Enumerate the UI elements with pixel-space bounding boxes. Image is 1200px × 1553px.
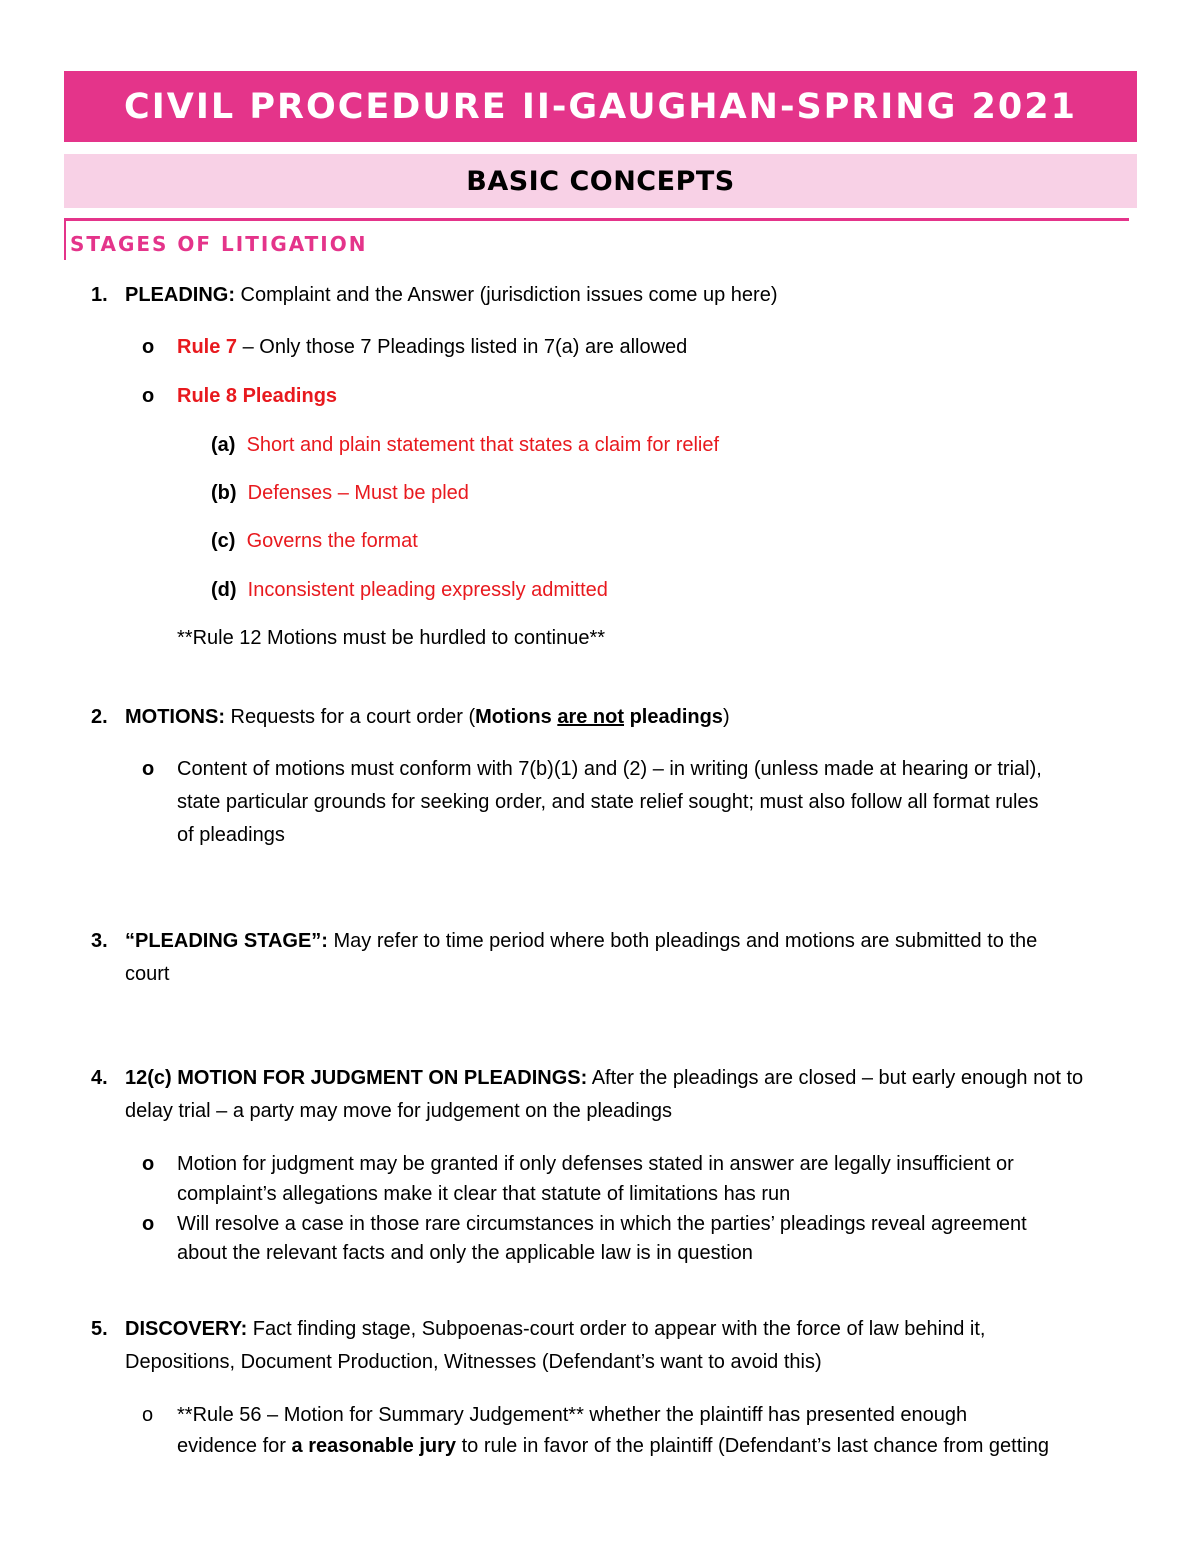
item-text: evidence for (177, 1435, 292, 1457)
list-item (125, 1062, 1083, 1095)
rule-label: Rule 7 (177, 336, 238, 358)
item-text: After the pleadings are closed – but early enough not to (587, 1067, 1084, 1089)
item-text: about the relevant facts and only the applicable law is in question (177, 1242, 753, 1264)
sub-letter: (c) (211, 530, 236, 552)
section-rule (64, 218, 1129, 221)
sub-item (211, 525, 418, 558)
item-text: delay trial – a party may move for judgement on the pleadings (125, 1100, 672, 1122)
item-text: Fact finding stage, Subpoenas-court order to appear with the force of law behind it, (247, 1318, 986, 1340)
item-text: May refer to time period where both pleadings and motions are submitted to the (327, 930, 1038, 952)
item-text: state particular grounds for seeking order, and state relief sought; must also follow all format rules (177, 791, 1039, 813)
sub-text: Short and plain statement that states a claim for relief (246, 434, 720, 456)
sub-letter: (d) (211, 579, 237, 601)
item-text: Will resolve a case in those rare circumstances in which the parties’ pleadings reveal agreement (177, 1213, 1027, 1235)
sub-item (211, 574, 608, 607)
emphasis-text: pleadings (629, 706, 723, 728)
item-number: 5. (91, 1318, 108, 1340)
rule-label: Rule 8 Pleadings (177, 385, 338, 407)
bullet-icon: o (142, 385, 155, 407)
item-text: court (125, 963, 170, 985)
emphasis-text: Motions (475, 706, 552, 728)
sub-letter: (a) (211, 434, 236, 456)
item-text: – Only those 7 Pleadings listed in 7(a) are allowed (237, 336, 688, 358)
sub-text: Inconsistent pleading expressly admitted (247, 579, 608, 601)
item-text: Depositions, Document Production, Witnesses (Defendant’s want to avoid this) (125, 1351, 822, 1373)
list-item (125, 1313, 985, 1346)
subtitle-banner (64, 154, 1137, 208)
sub-text: Defenses – Must be pled (247, 482, 469, 504)
item-label: “PLEADING STAGE”: (125, 930, 328, 952)
emphasis-text: are not (557, 706, 625, 728)
item-text: Requests for a court order ( (225, 706, 476, 728)
item-number: 4. (91, 1067, 108, 1089)
list-item (177, 380, 337, 413)
note-text: **Rule 12 Motions must be hurdled to continue** (177, 627, 606, 649)
bullet-icon: o (142, 1404, 154, 1426)
item-text: Complaint and the Answer (jurisdiction issues come up here) (235, 284, 778, 306)
list-item (125, 925, 1037, 958)
subtitle: BASIC CONCEPTS (466, 165, 735, 197)
item-text: Motion for judgment may be granted if only defenses stated in answer are legally insufficient or (177, 1153, 1014, 1175)
list-item (177, 331, 687, 364)
section-side-rule (64, 218, 66, 260)
bullet-icon: o (142, 1213, 155, 1235)
item-number: 1. (91, 284, 108, 306)
sub-item (211, 477, 469, 510)
document-title-banner (64, 71, 1137, 142)
item-label: DISCOVERY: (125, 1318, 248, 1340)
bullet-icon: o (142, 336, 155, 358)
bullet-icon: o (142, 1153, 155, 1175)
item-text: Content of motions must conform with 7(b)(1) and (2) – in writing (unless made at hearing or trial), (177, 758, 1042, 780)
sub-text: Governs the format (246, 530, 418, 552)
list-item (177, 1430, 1049, 1463)
item-text: complaint’s allegations make it clear that statute of limitations has run (177, 1183, 791, 1205)
item-label: MOTIONS: (125, 706, 225, 728)
document-title: CIVIL PROCEDURE II-GAUGHAN-SPRING 2021 (124, 86, 1077, 127)
bullet-icon: o (142, 758, 155, 780)
item-text: ) (722, 706, 730, 728)
item-text: of pleadings (177, 824, 285, 846)
sub-letter: (b) (211, 482, 237, 504)
section-heading: STAGES OF LITIGATION (70, 232, 368, 256)
item-number: 3. (91, 930, 108, 952)
item-label: PLEADING: (125, 284, 235, 306)
item-number: 2. (91, 706, 108, 728)
list-item (125, 701, 730, 734)
emphasis-text: a reasonable jury (291, 1435, 457, 1457)
item-text: **Rule 56 – Motion for Summary Judgement** whether the plaintiff has presented enough (177, 1404, 968, 1426)
list-item (125, 279, 777, 312)
sub-item (211, 429, 719, 462)
item-text: to rule in favor of the plaintiff (Defendant’s last chance from getting (456, 1435, 1049, 1457)
item-label: 12(c) MOTION FOR JUDGMENT ON PLEADINGS: (125, 1067, 588, 1089)
